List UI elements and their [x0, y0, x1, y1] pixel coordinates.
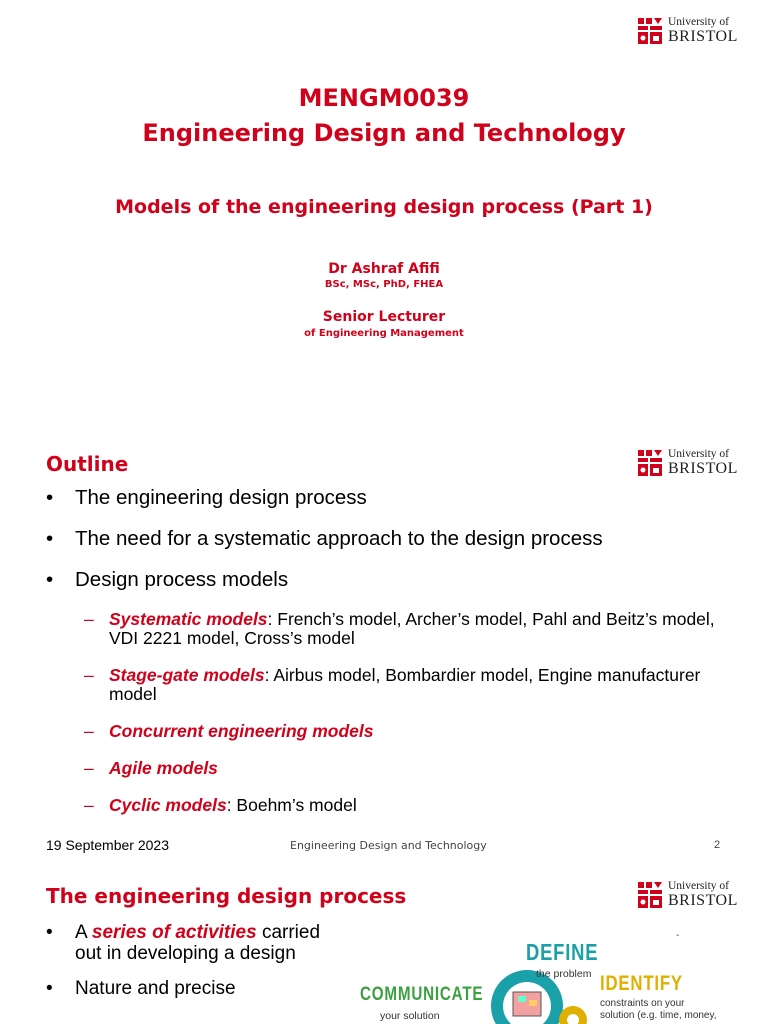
- crest-icon: [636, 16, 664, 46]
- bullet-icon: •: [46, 568, 54, 591]
- bullet-prefix: Nature and precise: [75, 978, 236, 999]
- identify-label: IDENTIFY: [600, 972, 683, 995]
- communicate-label: COMMUNICATE: [360, 984, 484, 1005]
- lecture-subtitle: Models of the engineering design process (Part 1): [115, 196, 653, 218]
- list-item: [46, 978, 326, 999]
- author-role: Senior Lecturer: [322, 309, 446, 325]
- crest-icon: [636, 448, 664, 478]
- bullet-icon: •: [46, 527, 54, 550]
- model-name: Cyclic models: [109, 795, 227, 815]
- dash-icon: –: [84, 609, 94, 629]
- list-item: [84, 610, 724, 648]
- list-item: [46, 484, 736, 512]
- define-label: DEFINE: [526, 939, 599, 965]
- models-sub-list: [84, 610, 724, 833]
- model-name: Stage-gate models: [109, 665, 265, 685]
- logo-line1: University of: [668, 16, 730, 28]
- design-process-bullets: [46, 922, 326, 1013]
- small-gear-icon: [559, 1006, 587, 1024]
- bullet-rest: carried out in developing a design: [75, 922, 321, 964]
- author-qualifications: BSc, MSc, PhD, FHEA: [324, 279, 444, 290]
- bullet-prefix: A: [75, 922, 92, 943]
- list-item: [46, 922, 326, 964]
- course-code: MENGM0039: [298, 84, 470, 112]
- course-title: Engineering Design and Technology: [142, 119, 626, 147]
- bullet-text: Design process models: [75, 568, 289, 591]
- bullet-text: The need for a systematic approach to the design process: [75, 527, 603, 550]
- model-name: Systematic models: [109, 609, 268, 629]
- author-department: of Engineering Management: [304, 328, 464, 339]
- model-name: Agile models: [109, 758, 218, 778]
- bullet-icon: •: [46, 922, 53, 943]
- list-item: [84, 722, 724, 741]
- identify-sub-label: constraints on your: [600, 998, 685, 1009]
- outline-bullet-list: [46, 484, 736, 607]
- university-logo: [636, 878, 736, 912]
- bullet-emphasis: series of activities: [91, 922, 257, 943]
- slide-title: Outline: [46, 452, 129, 476]
- logo-line1: University of: [668, 880, 730, 892]
- dash-icon: –: [84, 795, 94, 815]
- university-logo: [636, 446, 736, 480]
- list-item: [46, 525, 736, 553]
- bullet-icon: •: [46, 978, 53, 999]
- dash-icon: –: [84, 665, 94, 685]
- model-detail: : Boehm’s model: [226, 795, 357, 815]
- outline-slide: [0, 432, 768, 864]
- list-item: [84, 759, 724, 778]
- page-number: 2: [714, 839, 721, 851]
- footer-course: Engineering Design and Technology: [290, 839, 487, 852]
- dash-icon: –: [84, 758, 94, 778]
- list-item: [84, 796, 724, 815]
- crest-icon: [636, 880, 664, 910]
- logo-line2: BRISTOL: [668, 892, 738, 909]
- model-name: Concurrent engineering models: [109, 721, 374, 741]
- identify-sub-label-2: solution (e.g. time, money,: [600, 1010, 717, 1021]
- communicate-sub-label: your solution: [380, 1010, 440, 1022]
- author-name: Dr Ashraf Afifi: [328, 261, 440, 277]
- university-logo: [636, 14, 736, 48]
- list-item: [46, 566, 736, 594]
- logo-line1: University of: [668, 448, 730, 460]
- logo-line2: BRISTOL: [668, 460, 738, 477]
- title-slide: [0, 0, 768, 432]
- footer-date: 19 September 2023: [46, 837, 169, 853]
- slide-title: The engineering design process: [46, 884, 407, 908]
- bullet-icon: •: [46, 486, 54, 509]
- logo-line2: BRISTOL: [668, 28, 738, 45]
- design-process-slide: [0, 864, 768, 1024]
- list-item: [84, 666, 724, 704]
- model-detail: : Airbus model, Bombardier model, Engine manufacturer model: [109, 665, 701, 704]
- dash-icon: –: [84, 721, 94, 741]
- corner-mark: -: [676, 930, 680, 941]
- bullet-text: The engineering design process: [75, 486, 367, 509]
- model-detail: : French’s model, Archer’s model, Pahl and Beitz’s model, VDI 2221 model, Cross’s model: [109, 609, 715, 648]
- define-sub-label: the problem: [536, 968, 592, 980]
